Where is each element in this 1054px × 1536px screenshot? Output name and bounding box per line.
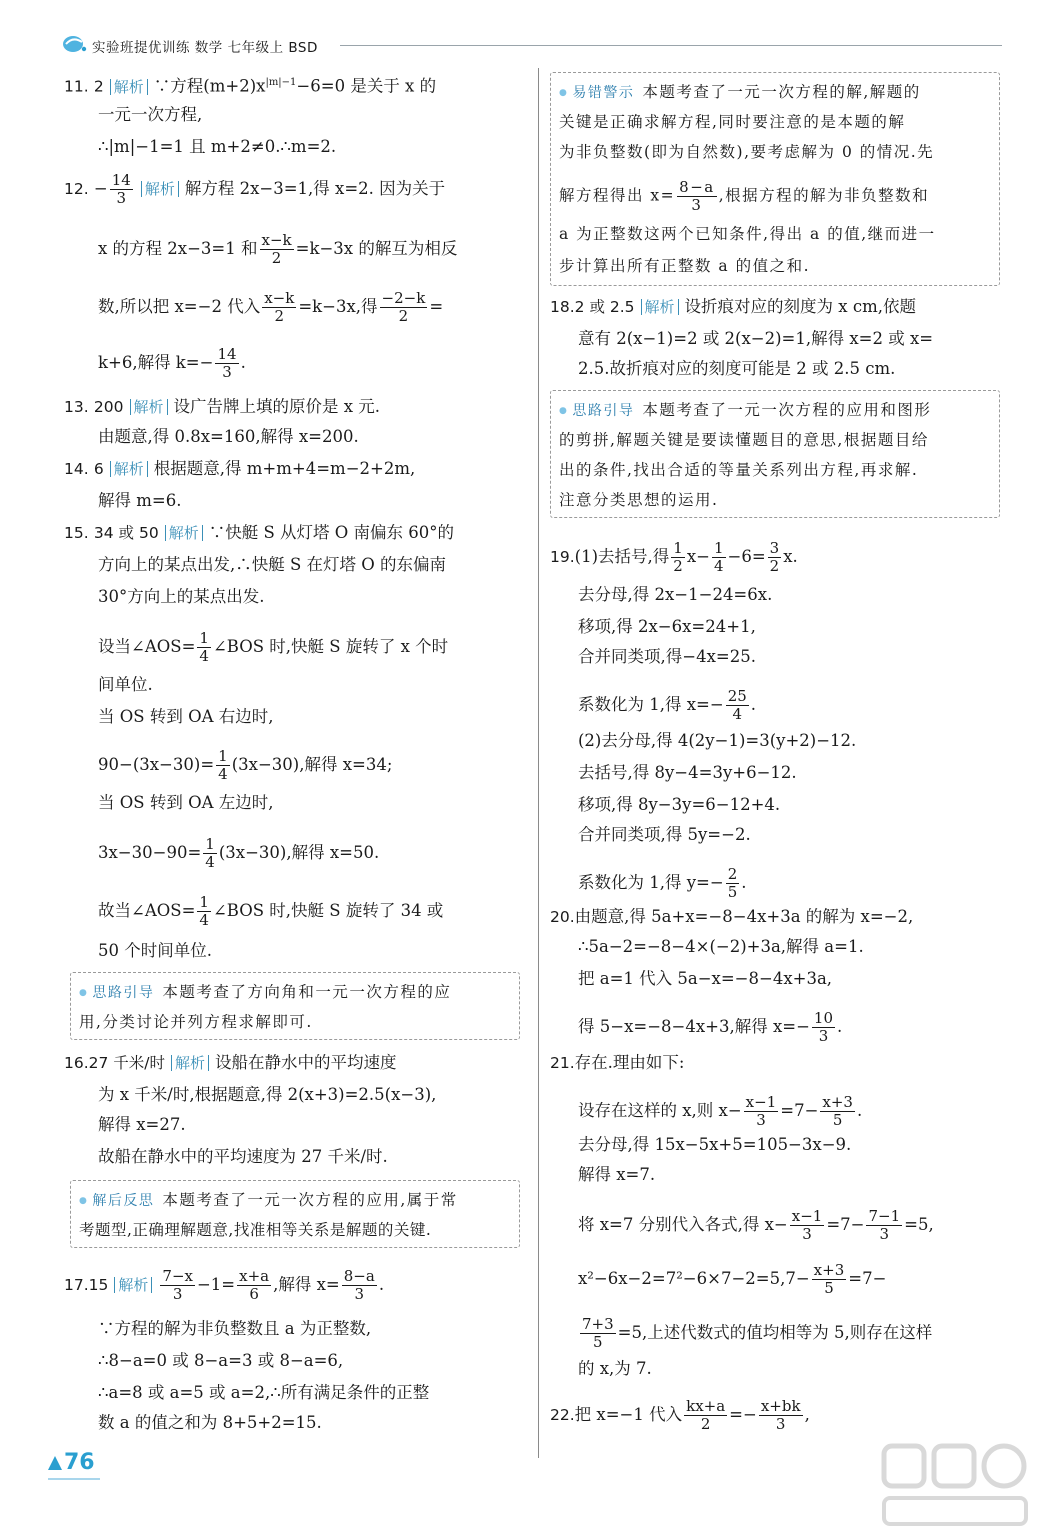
q13-line1: 13. 200 解析 设广告牌上填的原价是 x 元. (64, 397, 381, 416)
q21-line8: 的 x,为 7. (578, 1359, 652, 1378)
q19-line6: (2)去分母,得 4(2y−1)=3(y+2)−12. (578, 731, 857, 750)
box-label: ● 易错警示 (559, 85, 634, 101)
analysis-tag: 解析 (114, 1277, 152, 1293)
q19-line4: 合并同类项,得−4x=25. (578, 647, 756, 666)
page-header (62, 30, 1002, 58)
q18-line3: 2.5.故折痕对应的刻度可能是 2 或 2.5 cm. (578, 359, 896, 378)
column-divider (538, 68, 539, 1458)
box-label: ● 思路引导 (79, 985, 154, 1001)
q19-line5: 系数化为 1,得 x=− $\frac{25}{4}$ . (578, 687, 757, 723)
q13-line2: 由题意,得 0.8x=160,解得 x=200. (98, 427, 359, 446)
q16-line4: 故船在静水中的平均速度为 27 千米/时. (98, 1147, 388, 1166)
q11-line3: ∴|m|−1=1 且 m+2≠0.∴m=2. (98, 137, 337, 156)
q11-line2: 一元一次方程, (98, 105, 203, 124)
header-divider (340, 45, 1002, 46)
analysis-tag: 解析 (110, 79, 148, 95)
q21-line7: $\frac{7+3}{5}$ =5,上述代数式的值均相等为 5,则存在这样 (582, 1315, 933, 1351)
q17-line5: 数 a 的值之和为 8+5+2=15. (98, 1413, 322, 1432)
q15-line6: 当 OS 转到 OA 右边时, (98, 707, 274, 726)
q15-line4: 设当∠AOS= $\frac{1}{4}$ ∠BOS 时,快艇 S 旋转了 x 个时 (98, 629, 449, 665)
q17-line4: ∴a=8 或 a=5 或 a=2,∴所有满足条件的正整 (98, 1383, 430, 1402)
q15-line5: 间单位. (98, 675, 153, 694)
fraction: $\frac{14}{3}$ (111, 171, 131, 207)
q16-line2: 为 x 千米/时,根据题意,得 2(x+3)=2.5(x−3), (98, 1085, 437, 1104)
header-title: 实验班提优训练 数学 七年级上 BSD (92, 40, 318, 56)
analysis-tag: 解析 (130, 399, 168, 415)
q18-line2: 意有 2(x−1)=2 或 2(x−2)=1,解得 x=2 或 x= (578, 329, 934, 348)
q17-line2: ∵方程的解为非负整数且 a 为正整数, (98, 1319, 372, 1338)
q19-line10: 系数化为 1,得 y=− $\frac{2}{5}$ . (578, 865, 747, 901)
q21-line4: 解得 x=7. (578, 1165, 656, 1184)
box-label: ● 思路引导 (559, 403, 634, 419)
q15-line7: 90−(3x−30)= $\frac{1}{4}$ (3x−30),解得 x=34; (98, 747, 393, 783)
watermark-logo-icon (880, 1440, 1030, 1530)
q12-line4: k+6,解得 k=− $\frac{14}{3}$ . (98, 345, 246, 381)
q12-line3: 数,所以把 x=−2 代入 $\frac{x-k}{2}$ =k−3x,得 $\frac{-2-k}{2}$ = (98, 289, 444, 325)
book-logo-icon (62, 32, 88, 54)
box-label: ● 解后反思 (79, 1193, 154, 1209)
q21-line5: 将 x=7 分别代入各式,得 x− $\frac{x-1}{3}$ =7− $\frac{7-1}{3}$ =5, (578, 1207, 934, 1243)
q17-line3: ∴8−a=0 或 8−a=3 或 8−a=6, (98, 1351, 344, 1370)
tip-box-warning-17: ● 易错警示 本题考查了一元一次方程的解,解题的 关键是正确求解方程,同时要注意的是本题的解 为非负整数(即为自然数),要考虑解为 0 的情况.先 解方程得出 x= $\frac{8-a}{3}$ ,根据方程的解为非负整数和 a 为正整数这两个已知条件,得出 a 的值,继而进一 步计算出所有正整数 a 的值之和. (550, 72, 1000, 286)
tip-box-thinking-18: ● 思路引导 本题考查了一元一次方程的应用和图形 的剪拼,解题关键是要读懂题目的意思,根据题目给 出的条件,找出合适的等量关系列出方程,再求解. 注意分类思想的运用. (550, 390, 1000, 518)
q14-line2: 解得 m=6. (98, 491, 182, 510)
q21-line6: x²−6x−2=7²−6×7−2=5,7− $\frac{x+3}{5}$ =7− (578, 1261, 887, 1297)
q19-line1: 19.(1)去括号,得 $\frac{1}{2}$ x− $\frac{1}{4}$ −6= $\frac{3}{2}$ x. (550, 539, 798, 575)
q19-line7: 去括号,得 8y−4=3y+6−12. (578, 763, 797, 782)
q15-line2: 方向上的某点出发,∴快艇 S 在灯塔 O 的东偏南 (98, 555, 447, 574)
q15-line1: 15. 34 或 50 解析 ∵快艇 S 从灯塔 O 南偏东 60°的 (64, 523, 455, 542)
q15-line8: 当 OS 转到 OA 左边时, (98, 793, 274, 812)
page-number-underline (48, 1478, 100, 1480)
page-arrow-icon (48, 1456, 62, 1470)
q21-line1: 21.存在.理由如下: (550, 1053, 685, 1072)
q19-line8: 移项,得 8y−3y=6−12+4. (578, 795, 781, 814)
q11-line1: 11. 2 解析 ∵方程$(m+2)x^{|m|-1}-6=0$ 是关于 x 的 (64, 76, 437, 96)
q18-line1: 18.2 或 2.5 解析 设折痕对应的刻度为 x cm,依题 (550, 297, 916, 316)
tip-box-thinking-15: ● 思路引导 本题考查了方向角和一元一次方程的应 用,分类讨论并列方程求解即可. (70, 972, 520, 1040)
q19-line9: 合并同类项,得 5y=−2. (578, 825, 751, 844)
q20-line4: 得 5−x=−8−4x+3,解得 x=− $\frac{10}{3}$ . (578, 1009, 843, 1045)
q22-line1: 22.把 x=−1 代入 $\frac{kx+a}{2}$ =− $\frac{x+bk}{3}$ , (550, 1397, 810, 1433)
q15-line10: 故当∠AOS= $\frac{1}{4}$ ∠BOS 时,快艇 S 旋转了 34 或 (98, 893, 444, 929)
q12-line1: 12. − $\frac{14}{3}$ 解析 解方程 2x−3=1,得 x=2. 因为关于 (64, 171, 446, 207)
q15-line3: 30°方向上的某点出发. (98, 587, 265, 606)
analysis-tag: 解析 (110, 461, 148, 477)
q20-line3: 把 a=1 代入 5a−x=−8−4x+3a, (578, 969, 833, 988)
analysis-tag: 解析 (641, 299, 679, 315)
q16-line3: 解得 x=27. (98, 1115, 186, 1134)
q17-line1: 17.15 解析 $\frac{7-x}{3}$ −1= $\frac{x+a}{6}$ ,解得 x= $\frac{8-a}{3}$ . (64, 1267, 385, 1303)
q20-line1: 20.由题意,得 5a+x=−8−4x+3a 的解为 x=−2, (550, 907, 914, 926)
analysis-tag: 解析 (141, 181, 179, 197)
q21-line3: 去分母,得 15x−5x+5=105−3x−9. (578, 1135, 852, 1154)
page-number: 76 (64, 1450, 95, 1475)
q21-line2: 设存在这样的 x,则 x− $\frac{x-1}{3}$ =7− $\frac{x+3}{5}$ . (578, 1093, 863, 1129)
q16-line1: 16.27 千米/时 解析 设船在静水中的平均速度 (64, 1053, 397, 1072)
q15-line9: 3x−30−90= $\frac{1}{4}$ (3x−30),解得 x=50. (98, 835, 380, 871)
q20-line2: ∴5a−2=−8−4×(−2)+3a,解得 a=1. (578, 937, 864, 956)
q19-line2: 去分母,得 2x−1−24=6x. (578, 585, 773, 604)
tip-box-reflect-16: ● 解后反思 本题考查了一元一次方程的应用,属于常 考题型,正确理解题意,找准相等关系是解题的关键. (70, 1180, 520, 1248)
q19-line3: 移项,得 2x−6x=24+1, (578, 617, 756, 636)
q12-line2: x 的方程 2x−3=1 和 $\frac{x-k}{2}$ =k−3x 的解互为相反 (98, 231, 458, 267)
q14-line1: 14. 6 解析 根据题意,得 m+m+4=m−2+2m, (64, 459, 416, 478)
analysis-tag: 解析 (171, 1055, 209, 1071)
q15-line11: 50 个时间单位. (98, 941, 212, 960)
analysis-tag: 解析 (165, 525, 203, 541)
